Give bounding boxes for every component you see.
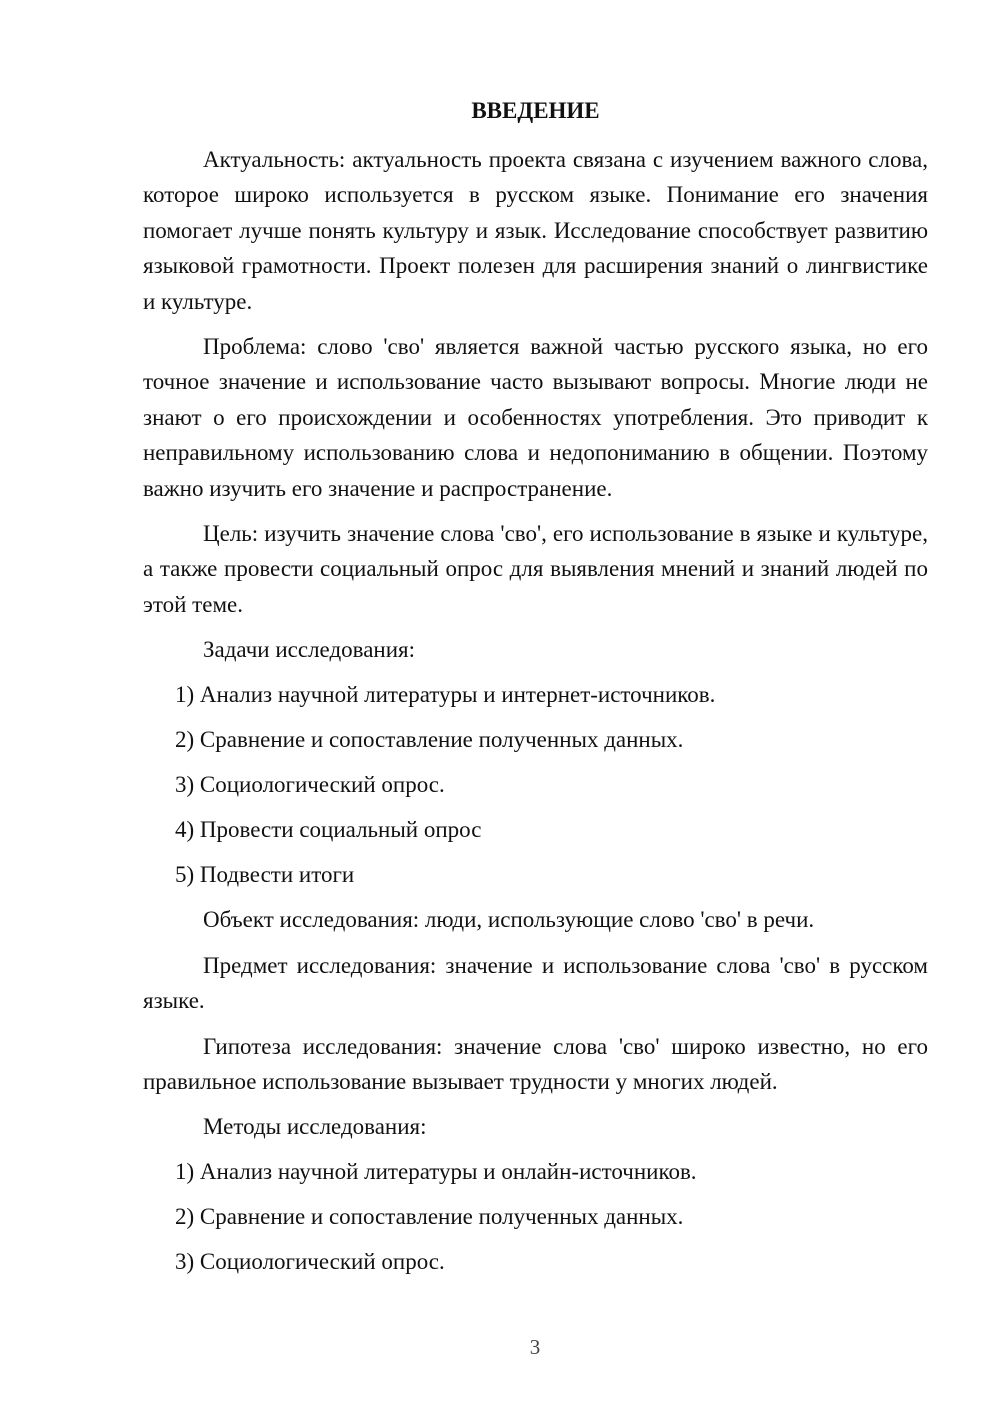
task-item: 1) Анализ научной литературы и интернет-источников.: [175, 682, 716, 708]
page-content: [143, 94, 928, 1289]
relevance-paragraph: Актуальность: актуальность проекта связана с изучением важного слова, которое широко используется в русском языке. Понимание его значения помогает лучше понять культуру и язык. Исследование способствует развитию языковой грамотности. Проект полезен для расширения знаний о лингвистике и культуре.: [143, 147, 928, 314]
task-item: 5) Подвести итоги: [175, 862, 355, 888]
subject-paragraph: Предмет исследования: значение и использование слова 'сво' в русском языке.: [143, 952, 928, 1014]
goal-paragraph: Цель: изучить значение слова 'сво', его использование в языке и культуре, а также провести социальный опрос для выявления мнений и знаний людей по этой теме.: [143, 521, 928, 617]
methods-list: [143, 1154, 928, 1279]
method-item: 1) Анализ научной литературы и онлайн-источников.: [175, 1159, 697, 1185]
tasks-list: [143, 677, 928, 892]
page-number: 3: [529, 1335, 541, 1359]
tasks-heading: Задачи исследования:: [203, 637, 416, 663]
method-item: 3) Социологический опрос.: [175, 1249, 445, 1275]
task-item: 4) Провести социальный опрос: [175, 817, 482, 843]
problem-paragraph: Проблема: слово 'сво' является важной частью русского языка, но его точное значение и использование часто вызывают вопросы. Многие люди не знают о его происхождении и особенностях употребления. Это приводит к неправильному использованию слова и недопониманию в общении. Поэтому важно изучить его значение и распространение.: [143, 334, 928, 501]
method-item: 2) Сравнение и сопоставление полученных данных.: [175, 1204, 684, 1230]
task-item: 2) Сравнение и сопоставление полученных данных.: [175, 727, 684, 753]
section-title: ВВЕДЕНИЕ: [471, 98, 600, 123]
hypothesis-paragraph: Гипотеза исследования: значение слова 'сво' широко известно, но его правильное использование вызывает трудности у многих людей.: [143, 1033, 928, 1094]
task-item: 3) Социологический опрос.: [175, 772, 445, 798]
object-paragraph: Объект исследования: люди, использующие слово 'сво' в речи.: [203, 907, 815, 933]
methods-heading: Методы исследования:: [203, 1114, 427, 1140]
